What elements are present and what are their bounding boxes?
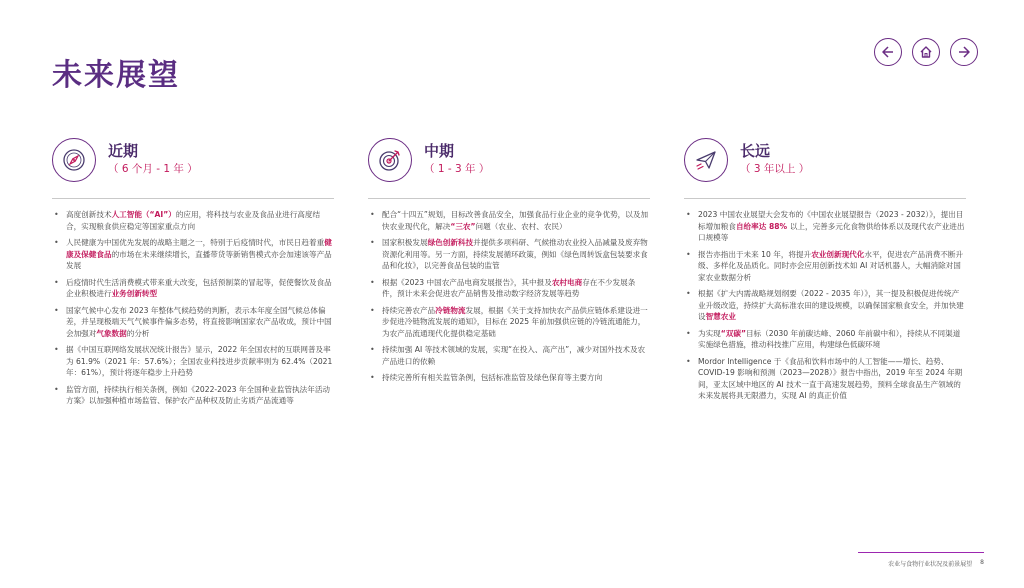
list-item (52, 344, 334, 379)
list-item (368, 277, 650, 300)
divider (368, 198, 650, 199)
highlight-text: 气象数据 (96, 328, 127, 338)
body-text: 水平，促进农产品消费不断升级、多样化及品质化。同时亦会应用创新技术如 AI 对话机器人，大幅消除对国家农业数据分析 (698, 249, 964, 282)
body-text: 的分析 (126, 328, 150, 338)
highlight-text: “双碳” (720, 328, 746, 338)
body-text: 并提供多项科研、气候推动农业投入品减量及废弃物资源化利用等。另一方面，持续发展循环政策，例如《绿色周转饭盒包装要求食品和化妆》，以完善食品包装的监管 (382, 238, 648, 270)
body-text: 高度创新技术 (66, 210, 112, 219)
column-header (368, 138, 650, 192)
bullet-list (368, 209, 650, 384)
footer-text: 农业与食物行业状况及前景展望 (888, 561, 973, 568)
highlight-text: 人工智能（“AI”） (111, 210, 176, 219)
column-heading: 长远 (740, 142, 771, 160)
highlight-text: 智慧农业 (705, 312, 736, 321)
body-text: 的市场在未来继续增长，直播带货等新销售模式亦会加速该等产品发展 (66, 249, 332, 270)
body-text: 目标（2030 年前碳达峰、2060 年前碳中和），持续从不同渠道实施绿色措施，推动科技推广应用，构建绿色低碳环境 (698, 328, 961, 349)
target-icon (368, 138, 412, 182)
body-text: 国家积极发展 (382, 238, 428, 247)
list-item (52, 237, 334, 272)
next-button[interactable] (950, 38, 978, 66)
body-text: 的应用，将科技与农业及食品业进行高度结合，实现粮食供应稳定等国家重点方向 (66, 210, 321, 231)
compass-icon (52, 138, 96, 182)
divider (52, 198, 334, 199)
body-text: 据《中国互联网络发展状况统计报告》显示，2022 年全国农村的互联网普及率为 61.9%（2021 年：57.6%）；全国农业科技进步贡献率则为 62.4%（2021 年：61%），预计将逐年稳步上升趋势 (66, 345, 333, 377)
list-item (684, 328, 966, 351)
list-item (52, 277, 334, 300)
body-text: 问题（农业、农村、农民） (475, 221, 567, 231)
paper-plane-icon (684, 138, 728, 182)
arrow-left-icon (880, 44, 896, 60)
prev-button[interactable] (874, 38, 902, 66)
body-text: 持续完善所有相关监管条例，包括标准监管及绿色保育等主要方向 (382, 373, 603, 382)
highlight-text: 农业创新现代化 (811, 249, 865, 259)
list-item (368, 305, 650, 340)
highlight-text: 业务创新转型 (111, 289, 158, 298)
list-item (684, 288, 966, 323)
body-text: 监管方面，持续执行相关条例，例如《2022-2023 年全国种业监管执法年活动方案》以加强种植市场监管、保护农产品种权及防止劣质产品流通等 (66, 384, 331, 405)
highlight-text: 自给率达 88% (735, 221, 790, 231)
highlight-text: “三农” (450, 221, 476, 231)
bullet-list (52, 209, 334, 407)
divider (684, 198, 966, 199)
body-text: 报告亦指出于未来 10 年，将提升 (698, 249, 812, 259)
list-item (52, 305, 334, 340)
list-item (368, 372, 650, 384)
list-item (52, 384, 334, 407)
column-mid-term (368, 138, 650, 389)
body-text: 发展，根据《关于支持加快农产品供应链体系建设进一步促进冷链物流发展的通知》，目标在 2025 年前加强供应链的冷链流通能力，为农产品流通现代化提供稳定基础 (382, 305, 648, 338)
list-item (52, 209, 334, 232)
body-text: Mordor Intelligence 于《食品和饮料市场中的人工智能——增长、趋势、COVID-19 影响和预测（2023—2028）》报告中指出，2019 年至 2024 年期间，亚太区域中地区的 AI 技术一直于高速发展趋势，预料全球食品生产领域的未来发展将具无限潜力，实现 AI 的真正价值 (698, 356, 963, 400)
column-long-term (684, 138, 966, 407)
body-text: 后疫情时代生活消费模式带来重大改变，包括预制菜的冒起等，促使餐饮及食品企业积极进行 (66, 277, 332, 298)
body-text: 持续完善农产品 (382, 305, 436, 315)
column-subtitle: （ 3 年以上 ） (740, 163, 810, 175)
bullet-list (684, 209, 966, 402)
list-item (684, 356, 966, 402)
body-text: 2023 中国农业展望大会发布的《中国农业展望报告（2023 - 2032）》，提出目标增加粮食 (698, 210, 964, 231)
highlight-text: 绿色创新科技 (427, 238, 474, 247)
footer (858, 552, 984, 568)
column-subtitle: （ 1 - 3 年 ） (424, 163, 490, 175)
body-text: 人民健康为中国优先发展的战略主题之一，特别于后疫情时代，市民日趋着重 (66, 238, 325, 247)
column-subtitle: （ 6 个月 - 1 年 ） (108, 163, 198, 175)
column-header (52, 138, 334, 192)
page-number: 8 (980, 559, 984, 566)
body-text: 以上，完善多元化食物供给体系以及现代农产业进出口规模等 (698, 221, 965, 242)
column-heading: 近期 (108, 142, 139, 160)
body-text: 为实现 (698, 328, 721, 338)
list-item (684, 209, 966, 244)
list-item (368, 344, 650, 367)
body-text: 根据《扩大内需战略规划纲要（2022 - 2035 年）》，其一提及积极促进传统产业升级改造，持续扩大高标准农田的建设规模，以确保国家粮食安全，并加快建设 (698, 289, 964, 321)
list-item (368, 209, 650, 232)
highlight-text: 健康及保健食品 (66, 238, 332, 259)
body-text: 持续加强 AI 等技术领域的发展，实现“在投入、高产出”，减少对国外技术及农产品进口的依赖 (382, 345, 646, 366)
page-title: 未来展望 (52, 58, 180, 93)
list-item (368, 237, 650, 272)
highlight-text: 冷链物流 (435, 305, 466, 315)
column-header (684, 138, 966, 192)
home-button[interactable] (912, 38, 940, 66)
body-text: 国家气候中心发布 2023 年整体气候趋势的判断，表示本年度全国气候总体偏差，并呈现极端天气气候事件偏多态势，将直接影响国家农产品收成，预计中国会加强对 (66, 305, 332, 338)
body-text: 存在不少发展条件，预计未来会促进农产品销售及推动数字经济发展等趋势 (382, 277, 636, 298)
column-heading: 中期 (424, 142, 455, 160)
column-short-term (52, 138, 334, 412)
list-item (684, 249, 966, 284)
body-text: 根据《2023 中国农产品电商发展报告》，其中报及 (382, 277, 552, 287)
arrow-right-icon (956, 44, 972, 60)
body-text: 配合“十四五”规划，目标改善食品安全，加强食品行业企业的竞争优势，以及加快农业现代化，解决 (382, 210, 649, 231)
highlight-text: 农村电商 (551, 277, 583, 287)
home-icon (918, 44, 934, 60)
nav-controls (874, 38, 978, 66)
